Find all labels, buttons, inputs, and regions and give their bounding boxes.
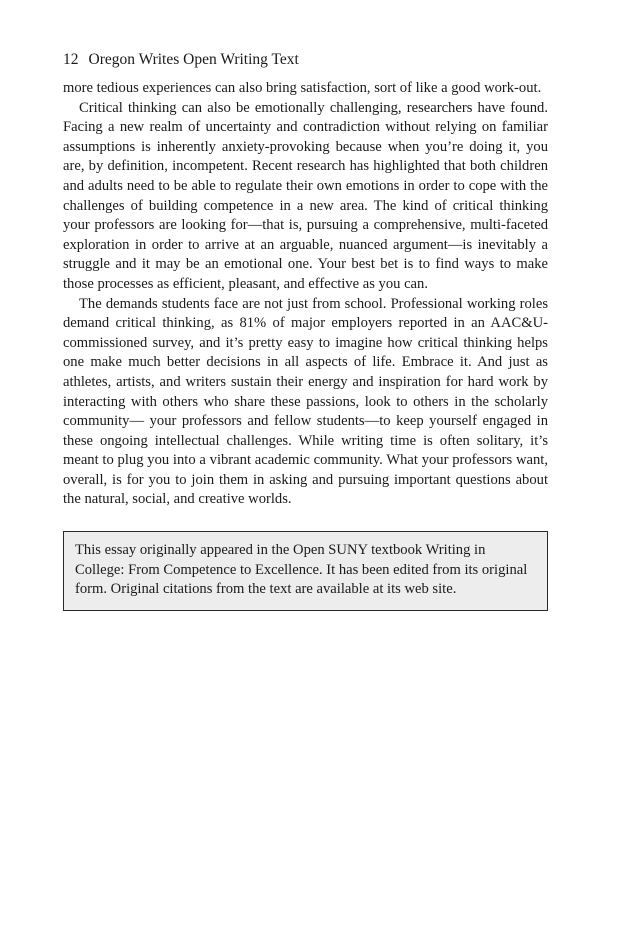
running-head: [63, 50, 548, 70]
page-number: 12: [63, 51, 79, 68]
paragraph-emotional-challenge: Critical thinking can also be emotionally challenging, researchers have found. Facing a new realm of uncertainty and contradiction without relying on familiar assumptions is inherently anxiety-provoking because when you’re doing it, you are, by definition, incompetent. Recent research has highlighted that both children and adults need to be able to regulate their own emotions in order to cope with the challenges of building competence in a new area. The kind of critical thinking your professors are looking for—that is, pursuing a comprehensive, multi-faceted exploration in order to arrive at an arguable, nuanced argument—is inevitably a struggle and it may be an emotional one. Your best bet is to find ways to make those processes as efficient, pleasant, and effective as you can.: [63, 99, 548, 292]
paragraph-demands: The demands students face are not just from school. Professional working roles demand critical thinking, as 81% of major employers reported in an AAC&U-commissioned survey, and it’s pretty easy to imagine how critical thinking helps one make much better decisions in all aspects of life. Embrace it. And just as athletes, artists, and writers sustain their energy and inspiration for hard work by interacting with others who share these passions, look to others in the scholarly community— your professors and fellow students—to keep yourself engaged in these ongoing intellectual challenges. While writing time is often solitary, it’s meant to plug you into a vibrant academic community. What your professors want, overall, is for you to join them in asking and pursuing important questions about the natural, social, and creative worlds.: [63, 295, 548, 508]
source-note-text: This essay originally appeared in the Open SUNY textbook Writing in College: From Competence to Excellence. It has been edited from its original form. Original citations from the text are available at its web site.: [75, 542, 528, 598]
body-text: [63, 79, 548, 510]
book-title: Oregon Writes Open Writing Text: [88, 51, 299, 68]
paragraph-continued: more tedious experiences can also bring satisfaction, sort of like a good work-out.: [63, 80, 542, 96]
page: [63, 50, 548, 611]
source-note-box: [63, 531, 548, 611]
